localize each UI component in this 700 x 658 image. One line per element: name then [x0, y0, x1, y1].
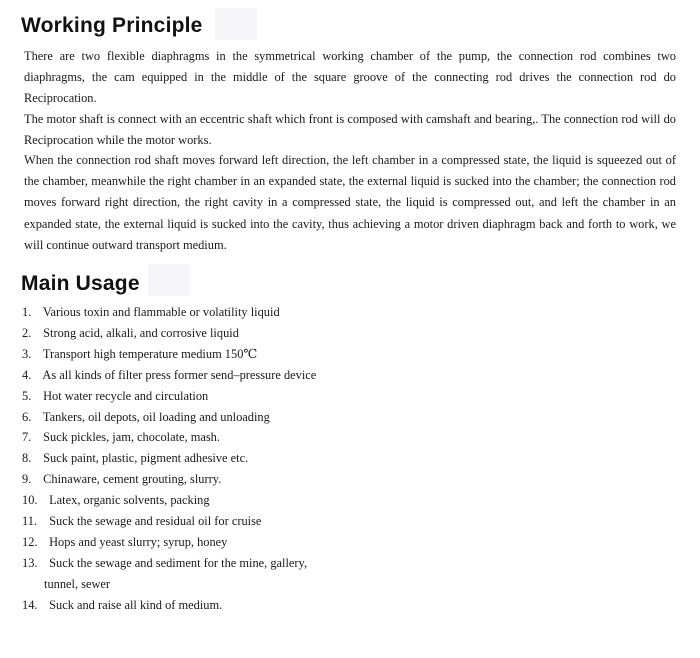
list-item-text: Suck the sewage and sediment for the mine, gallery,	[49, 555, 308, 570]
list-item-number: 1.	[22, 305, 32, 319]
list-item-number: 6.	[22, 409, 32, 424]
list-item-text: Hot water recycle and circulation	[43, 388, 209, 403]
list-item-number: 4.	[22, 367, 32, 382]
list-item-text: tunnel, sewer	[44, 576, 111, 591]
list-item-text: Tankers, oil depots, oil loading and unloading	[42, 409, 270, 424]
working-principle-paragraph-3: When the connection rod shaft moves forward left direction, the left chamber in a compressed state, the liquid is squeezed out of the chamber, meanwhile the right chamber in an expanded state, the external liquid is sucked into the chamber; the connection rod moves forward right direction, the right cavity in a compressed state, the liquid is compressed out, and left the chamber in an expanded state, the external liquid is sucked into the cavity, thus achieving a motor driven diaphragm back and forth to work, we will continue outward transport medium.	[24, 153, 676, 252]
list-item-continuation	[22, 574, 316, 595]
list-item-text: Latex, organic solvents, packing	[49, 493, 210, 508]
list-item	[22, 344, 316, 365]
list-item-number: 14.	[22, 597, 38, 612]
list-item-text: Various toxin and flammable or volatility liquid	[42, 305, 280, 319]
working-principle-heading: Working Principle	[21, 14, 203, 37]
list-item-text: As all kinds of filter press former send–pressure device	[42, 367, 317, 382]
working-principle-paragraph-1: There are two flexible diaphragms in the symmetrical working chamber of the pump, the connection rod combines two diaphragms, the cam equipped in the middle of the square groove of the connecting rod drives the connection rod do Reciprocation.	[24, 49, 676, 106]
working-principle-paragraph-2: The motor shaft is connect with an eccentric shaft which front is composed with camshaft and bearing,. The connection rod will do Reciprocation while the motor works.	[24, 112, 676, 148]
list-item-number: 12.	[22, 534, 38, 549]
list-item	[22, 595, 316, 616]
list-item	[22, 553, 316, 574]
list-item	[22, 302, 316, 323]
list-item	[22, 427, 316, 448]
list-item-number: 7.	[22, 430, 32, 445]
list-item-text: Suck paint, plastic, pigment adhesive etc.	[43, 451, 249, 466]
list-item-text: Transport high temperature medium 150℃	[42, 346, 258, 361]
list-item	[22, 511, 316, 532]
list-item-number: 11.	[22, 514, 38, 529]
list-item-number: 10.	[22, 493, 38, 508]
list-item-text: Hops and yeast slurry; syrup, honey	[49, 534, 228, 549]
list-item-number: 2.	[22, 325, 32, 340]
list-item-text: Suck the sewage and residual oil for cruise	[49, 514, 262, 529]
list-item	[22, 469, 316, 490]
list-item	[22, 532, 316, 553]
list-item-number: 3.	[22, 346, 32, 361]
list-item-text: Suck pickles, jam, chocolate, mash.	[43, 430, 220, 445]
list-item	[22, 386, 316, 407]
list-item	[22, 323, 316, 344]
list-item-number: 5.	[22, 388, 32, 403]
main-usage-heading: Main Usage	[21, 272, 140, 295]
list-item-number: 8.	[22, 451, 32, 466]
list-item	[22, 407, 316, 428]
title-background-shade	[148, 264, 190, 296]
title-background-shade	[215, 8, 257, 40]
list-item-text: Suck and raise all kind of medium.	[49, 597, 223, 612]
main-usage-list	[22, 302, 316, 616]
list-item	[22, 448, 316, 469]
list-item-text: Chinaware, cement grouting, slurry.	[43, 472, 222, 487]
list-item-text: Strong acid, alkali, and corrosive liquid	[43, 325, 239, 340]
list-item	[22, 490, 316, 511]
list-item-number: 13.	[22, 555, 38, 570]
list-item-number: 9.	[22, 472, 32, 487]
list-item	[22, 365, 316, 386]
